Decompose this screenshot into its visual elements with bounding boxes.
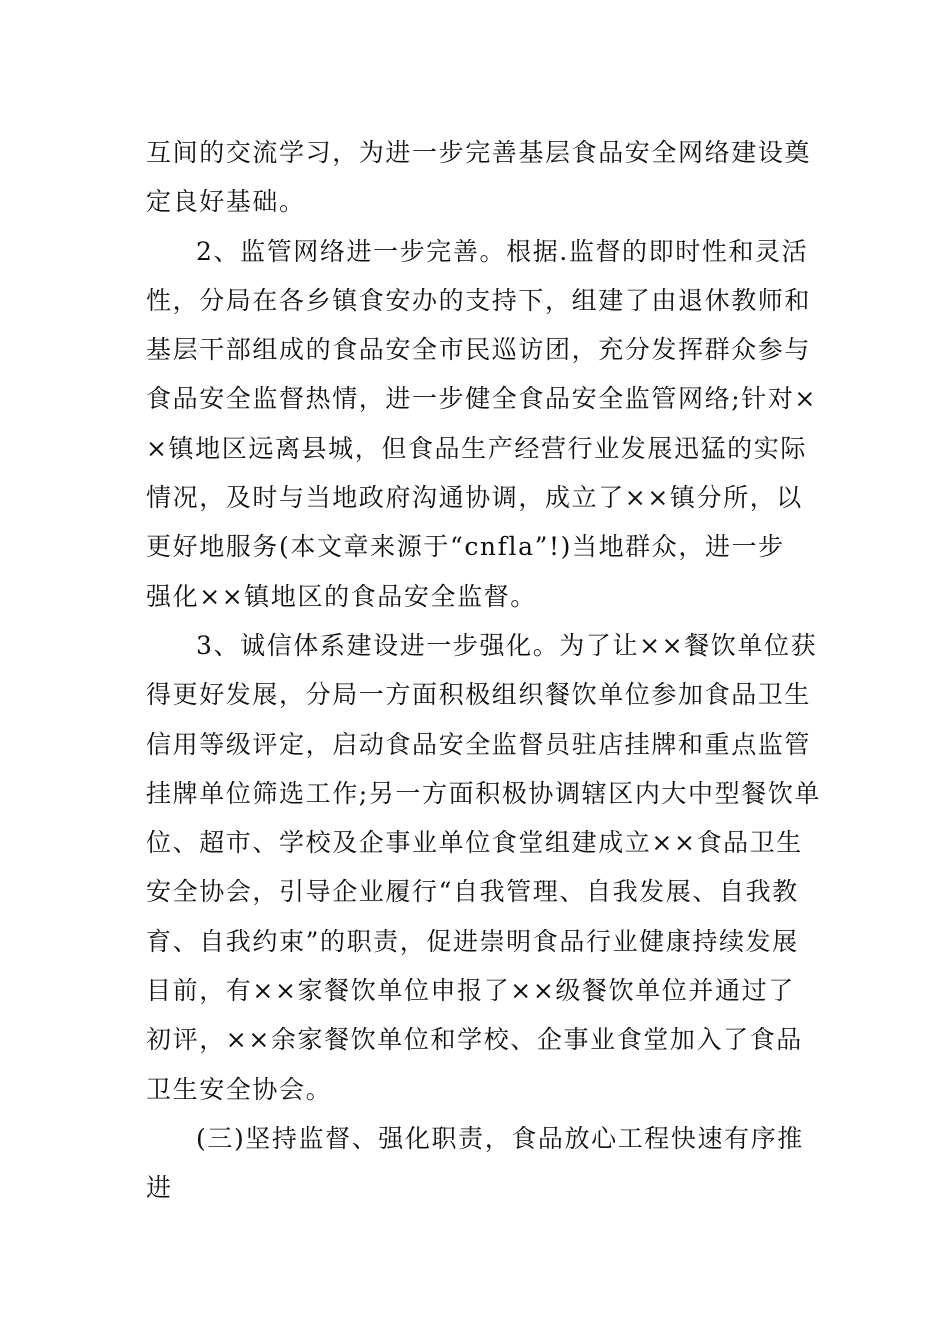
text-line: 基层干部组成的食品安全市民巡访团，充分发挥群众参与: [146, 335, 812, 365]
text-line: 信用等级评定，启动食品安全监督员驻店挂牌和重点监管: [146, 729, 812, 759]
text-line: ×镇地区远离县城，但食品生产经营行业发展迅猛的实际: [146, 433, 807, 463]
text-line: 安全协会，引导企业履行“自我管理、自我发展、自我教: [146, 877, 799, 907]
document-body: [146, 128, 822, 1213]
paragraph-start-line: 2、监管网络进一步完善。根据.监督的即时性和灵活: [196, 236, 809, 266]
text-line: 初评，××余家餐饮单位和学校、企事业食堂加入了食品: [146, 1025, 803, 1055]
text-line: 更好地服务(本文章来源于“cnfla”!)当地群众，进一步: [146, 532, 785, 562]
text-line: 位、超市、学校及企事业单位食堂组建成立××食品卫生: [146, 828, 803, 858]
text-line: 得更好发展，分局一方面积极组织餐饮单位参加食品卫生: [146, 680, 812, 710]
text-line: 挂牌单位筛选工作;另一方面积极协调辖区内大中型餐饮单: [146, 778, 822, 808]
section-heading-line: 进: [146, 1173, 173, 1203]
section-heading-line: (三)坚持监督、强化职责，食品放心工程快速有序推: [196, 1123, 804, 1153]
text-line: 强化××镇地区的食品安全监督。: [146, 581, 537, 611]
text-line: 定良好基础。: [146, 187, 306, 217]
text-line: 卫生安全协会。: [146, 1074, 333, 1104]
text-line: 性，分局在各乡镇食安办的支持下，组建了由退休教师和: [146, 285, 812, 315]
text-line: 育、自我约束”的职责，促进崇明食品行业健康持续发展: [146, 926, 799, 956]
text-line: 情况，及时与当地政府沟通协调，成立了××镇分所，以: [146, 483, 803, 513]
text-line: 互间的交流学习，为进一步完善基层食品安全网络建设奠: [146, 138, 812, 167]
text-line: 目前，有××家餐饮单位申报了××级餐饮单位并通过了: [146, 976, 795, 1006]
paragraph-start-line: 3、诚信体系建设进一步强化。为了让××餐饮单位获: [196, 630, 818, 660]
text-line: 食品安全监督热情，进一步健全食品安全监管网络;针对×: [146, 384, 817, 414]
